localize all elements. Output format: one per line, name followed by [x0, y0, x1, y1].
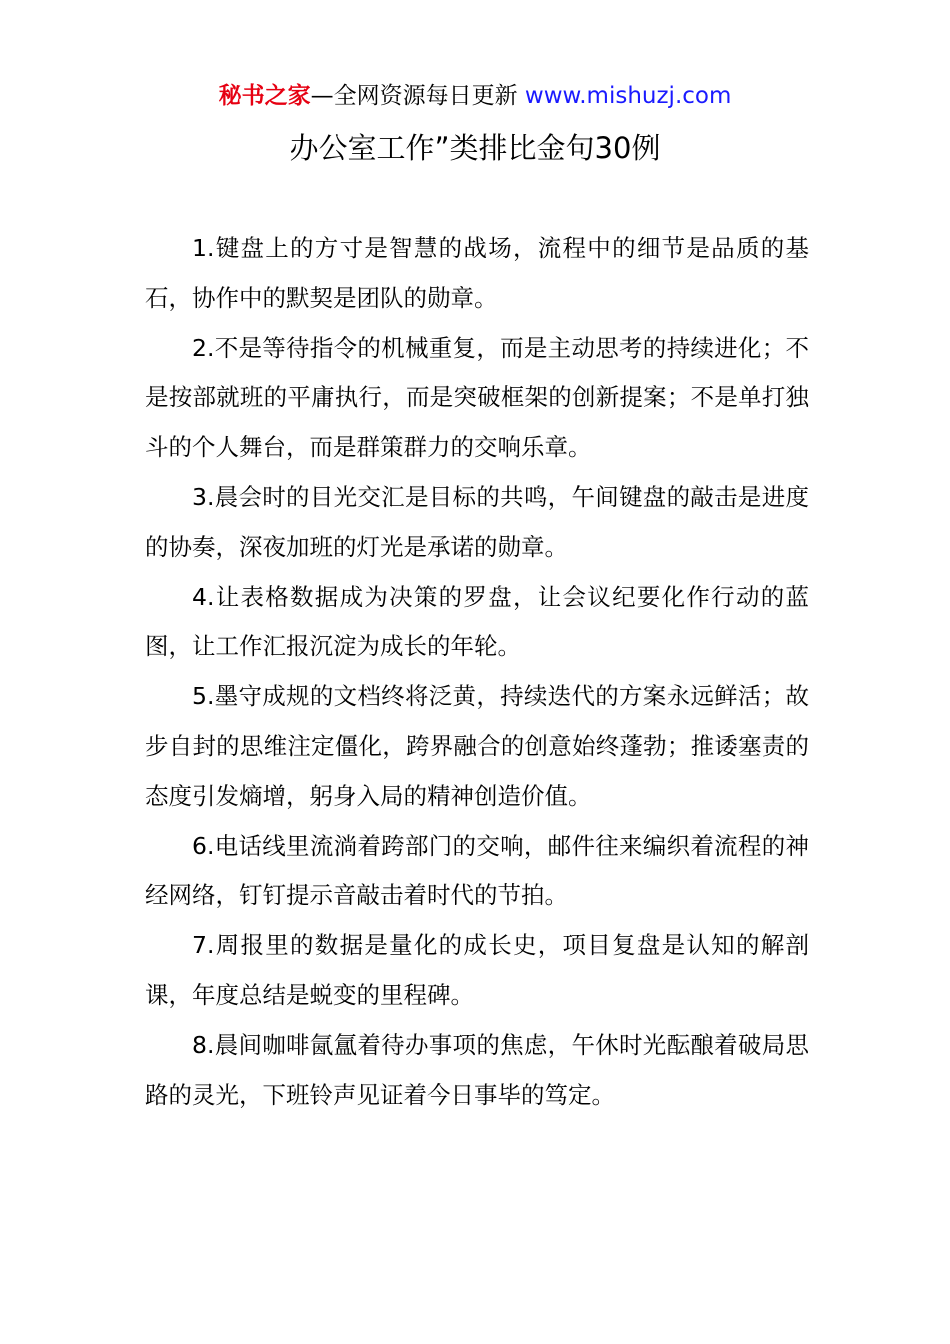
paragraph-1: 1.键盘上的方寸是智慧的战场，流程中的细节是品质的基石，协作中的默契是团队的勋章。: [145, 234, 809, 312]
site-name: 秘书之家: [218, 83, 311, 109]
site-header: [0, 80, 950, 112]
paragraph-8: 8.晨间咖啡氤氲着待办事项的焦虑，午休时光酝酿着破局思路的灵光，下班铃声见证着今日事毕的笃定。: [145, 1030, 809, 1109]
site-url-link[interactable]: www.mishuzj.com: [524, 83, 732, 109]
paragraph-5: 5.墨守成规的文档终将泛黄，持续迭代的方案永远鲜活；故步自封的思维注定僵化，跨界融合的创意始终蓬勃；推诿塞责的态度引发熵增，躬身入局的精神创造价值。: [145, 682, 809, 810]
document-body: [145, 224, 809, 1120]
paragraph-4: 4.让表格数据成为决策的罗盘，让会议纪要化作行动的蓝图，让工作汇报沉淀为成长的年轮。: [145, 582, 809, 661]
paragraph-2: 2.不是等待指令的机械重复，而是主动思考的持续进化；不是按部就班的平庸执行，而是突破框架的创新提案；不是单打独斗的个人舞台，而是群策群力的交响乐章。: [145, 333, 809, 462]
document-title: 办公室工作”类排比金句30例: [289, 131, 661, 165]
paragraph-3: 3.晨会时的目光交汇是目标的共鸣，午间键盘的敲击是进度的协奏，深夜加班的灯光是承诺的勋章。: [145, 482, 809, 561]
site-tagline: —全网资源每日更新: [310, 83, 518, 109]
paragraph-7: 7.周报里的数据是量化的成长史，项目复盘是认知的解剖课，年度总结是蜕变的里程碑。: [145, 931, 809, 1009]
paragraph-6: 6.电话线里流淌着跨部门的交响，邮件往来编织着流程的神经网络，钉钉提示音敲击着时代的节拍。: [145, 831, 809, 910]
